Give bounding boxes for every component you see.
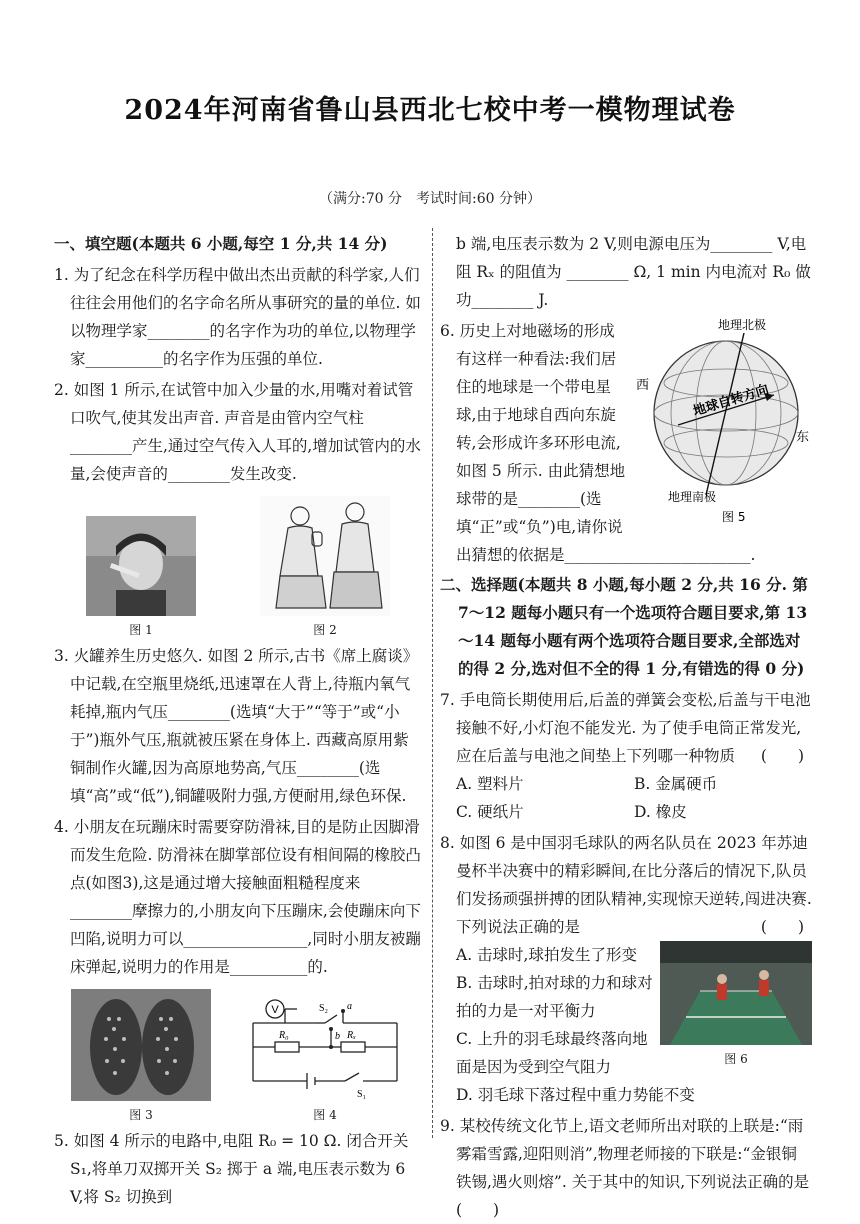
figure-row-1-2	[54, 496, 422, 639]
globe-south-label: 地理南极	[668, 490, 717, 504]
question-2: 2. 如图 1 所示,在试管中加入少量的水,用嘴对着试管口吹气,使其发出声音. 声音是由管内空气柱________产生,通过空气传入人耳的,增加试管内的水量,会使声音的________发生改变.	[54, 381, 421, 483]
section2-heading: 二、选择题(本题共 8 小题,每小题 2 分,共 16 分. 第 7～12 题每小题只有一个选项符合题目要求,第 13～14 题每小题有两个选项符合题目要求,全部选对的得 2 分,选对但不全的得 1 分,有错选的得 0 分)	[440, 575, 808, 678]
globe-north-label: 地理北极	[718, 318, 767, 332]
question-4: 4. 小朋友在玩蹦床时需要穿防滑袜,目的是防止因脚滑而发生危险. 防滑袜在脚掌部位设有相间隔的橡胶凸点(如图3),这是通过增大接触面粗糙程度来________摩擦力的,小朋友向下压蹦床,会使蹦床向下凹陷,说明力可以________________,同时小朋友被蹦床弹起,说明力的作用是__________的.	[54, 818, 421, 976]
question-5-continued: b 端,电压表示数为 2 V,则电源电压为________ V,电阻 Rₓ 的阻值为 ________ Ω, 1 min 内电流对 R₀ 做功________ J.	[456, 235, 811, 309]
circuit-voltmeter-label: V	[271, 1004, 279, 1016]
question-8-option-a: A. 击球时,球拍发生了形变	[456, 946, 637, 964]
globe-caption: 图 5	[722, 510, 746, 524]
question-9-text: 9. 某校传统文化节上,语文老师所出对联的上联是:“雨雾霜雪露,迎阳则消”,物理老师接的下联是:“金银铜铁锡,遇火则熔”. 关于其中的知识,下列说法正确的是	[440, 1117, 810, 1191]
circuit-rx-label: Rₓ	[347, 1030, 356, 1041]
figure-4	[245, 989, 405, 1124]
question-8-option-d: D. 羽毛球下落过程中重力势能不变	[456, 1086, 695, 1104]
question-6	[440, 317, 812, 569]
circuit-s1-label: S₁	[357, 1089, 367, 1100]
exam-title: 2024年河南省鲁山县西北七校中考一模物理试卷	[124, 95, 736, 126]
globe-east-label: 东	[796, 430, 810, 445]
question-6-text: 6. 历史上对地磁场的形成有这样一种看法:我们居住的地球是一个带电星球,由于地球自西向东旋转,会形成许多环形电流,如图 5 所示. 由此猜想地球带的是________(选填“正”或“负”)电,请你说出猜想的依据是________________________.	[440, 322, 756, 564]
question-7-option-a: A. 塑料片	[456, 775, 524, 793]
question-9	[440, 1112, 812, 1224]
question-8-bracket: ( )	[760, 918, 804, 936]
question-7-option-b: B. 金属硬币	[634, 775, 718, 793]
circuit-diagram	[245, 989, 405, 1101]
question-9-bracket: ( )	[456, 1201, 500, 1219]
question-8-options	[440, 941, 812, 1109]
question-7-options	[440, 770, 812, 826]
figure-6-caption: 图 6	[724, 1052, 748, 1066]
left-column	[54, 230, 422, 1211]
circuit-a-label: a	[347, 1001, 352, 1012]
question-7-bracket: ( )	[760, 747, 804, 765]
figure-2-drawing	[260, 496, 390, 616]
figure-3	[71, 989, 211, 1124]
question-8	[440, 829, 812, 941]
figure-3-photo	[71, 989, 211, 1101]
figure-2-caption: 图 2	[313, 623, 337, 637]
question-7-option-d: D. 橡皮	[634, 803, 687, 821]
circuit-r0-label: R₀	[279, 1030, 289, 1041]
question-8-text: 8. 如图 6 是中国羽毛球队的两名队员在 2023 年苏迪曼杯半决赛中的精彩瞬间,在比分落后的情况下,队员们发扬顽强拼搏的团队精神,实现惊天逆转,闯进决赛. 下列说法正确的是	[440, 834, 812, 936]
right-column	[440, 230, 812, 1224]
figure-1-photo	[86, 516, 196, 616]
question-7-option-c: C. 硬纸片	[456, 803, 524, 821]
question-8-option-c: C. 上升的羽毛球最终落向地面是因为受到空气阻力	[456, 1030, 648, 1076]
question-1: 1. 为了纪念在科学历程中做出杰出贡献的科学家,人们往往会用他们的名字命名所从事研究的量的单位. 如以物理学家________的名字作为功的单位,以物理学家__________的名字作为压强的单位.	[54, 266, 421, 368]
figure-6	[660, 941, 812, 1068]
globe-rotation-label: 地球自转方向	[691, 382, 771, 420]
figure-1-caption: 图 1	[129, 623, 153, 637]
exam-meta: （满分:70 分 考试时间:60 分钟）	[319, 191, 541, 207]
question-3: 3. 火罐养生历史悠久. 如图 2 所示,古书《席上腐谈》中记载,在空瓶里烧纸,迅速罩在人背上,待瓶内氧气耗掉,瓶内气压________(选填“大于”“等于”或“小于”)瓶外气压,瓶就被压紧在身体上. 西藏高原用紫铜制作火罐,因为高原地势高,气压________(选填“高”或“低”),铜罐吸附力强,方便耐用,绿色环保.	[54, 647, 419, 805]
column-divider	[432, 228, 434, 1138]
circuit-s2-label: S₂	[319, 1003, 329, 1014]
question-8-option-b: B. 击球时,拍对球的力和球对拍的力是一对平衡力	[456, 974, 653, 1020]
circuit-b-label: b	[335, 1031, 340, 1042]
figure-5	[634, 317, 812, 527]
globe-west-label: 西	[636, 378, 650, 393]
figure-2	[260, 496, 390, 639]
figure-6-photo	[660, 941, 812, 1045]
figure-1	[86, 516, 196, 639]
figure-row-3-4	[54, 989, 422, 1124]
figure-3-caption: 图 3	[129, 1108, 153, 1122]
question-5: 5. 如图 4 所示的电路中,电阻 R₀ = 10 Ω. 闭合开关 S₁,将单刀双掷开关 S₂ 掷于 a 端,电压表示数为 6 V,将 S₂ 切换到	[54, 1132, 409, 1206]
figure-4-caption: 图 4	[313, 1108, 337, 1122]
section1-heading: 一、填空题(本题共 6 小题,每空 1 分,共 14 分)	[54, 234, 388, 253]
question-7	[440, 686, 812, 770]
globe-diagram	[634, 317, 812, 527]
question-7-text: 7. 手电筒长期使用后,后盖的弹簧会变松,后盖与干电池接触不好,小灯泡不能发光. 为了使手电筒正常发光,应在后盖与电池之间垫上下列哪一种物质	[440, 691, 811, 765]
